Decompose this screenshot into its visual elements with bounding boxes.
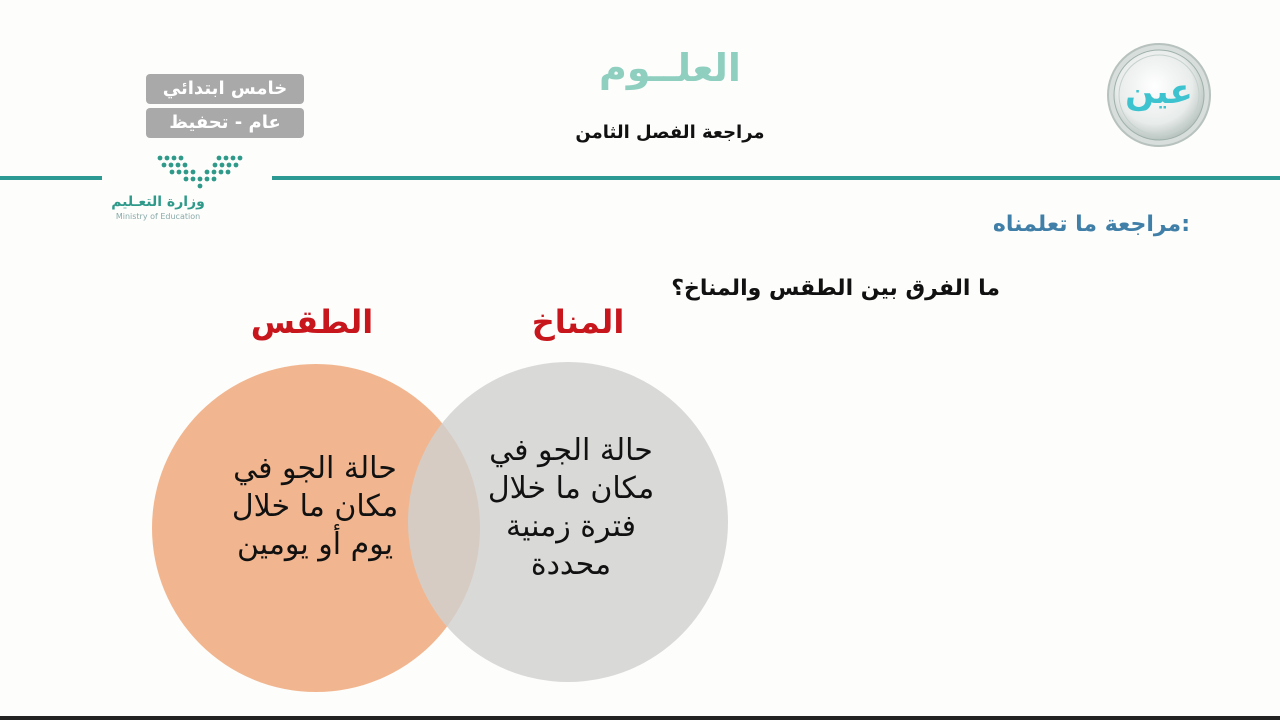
chapter-title: مراجعة الفصل الثامن bbox=[575, 122, 765, 143]
climate-definition: حالة الجو في مكان ما خلال فترة زمنية محددة bbox=[487, 433, 655, 582]
channel-logo-text: عين bbox=[1125, 72, 1193, 112]
climate-label: المناخ bbox=[531, 303, 625, 341]
weather-label: الطقس bbox=[250, 303, 374, 341]
track-badge: عام - تحفيظ bbox=[146, 108, 304, 138]
grade-badge: خامس ابتدائي bbox=[146, 74, 304, 104]
bottom-bar bbox=[0, 716, 1280, 720]
question-text: ما الفرق بين الطقس والمناخ؟ bbox=[671, 276, 1000, 301]
review-heading: مراجعة ما تعلمناه: bbox=[992, 212, 1190, 237]
moe-name-arabic: وزارة التعـليم bbox=[111, 194, 205, 210]
moe-name-english: Ministry of Education bbox=[115, 212, 201, 221]
subject-title: العلــوم bbox=[599, 46, 741, 90]
weather-definition: حالة الجو في مكان ما خلال يوم أو يومين bbox=[231, 451, 399, 562]
